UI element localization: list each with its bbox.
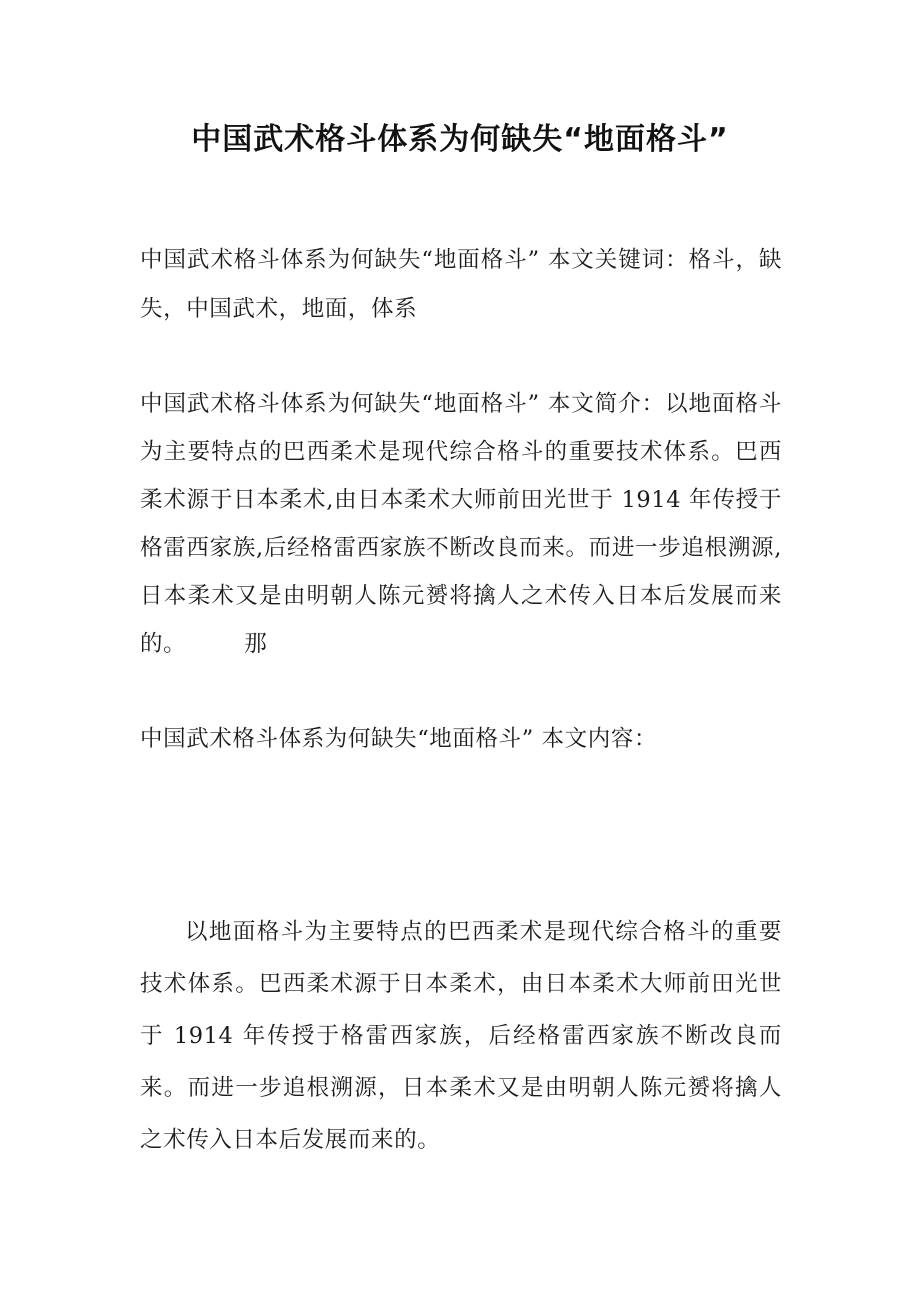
keywords-text: 中国武术格斗体系为何缺失“地面格斗” 本文关键词：格斗，缺失，中国武术，地面，体系 <box>140 247 782 322</box>
content-label-text: 中国武术格斗体系为何缺失“地面格斗” 本文内容： <box>140 726 658 752</box>
summary-text: 中国武术格斗体系为何缺失“地面格斗” 本文简介：以地面格斗为主要特点的巴西柔术是现代综合格斗的重要技术体系。巴西柔术源于日本柔术,由日本柔术大师前田光世于 1914 年传授于格雷西家族,后经格雷西家族不断改良而来。而进一步追根溯源,日本柔术又是由明朝人陈元赟将擒人之术传入日本后发展而来的。 <box>140 391 782 657</box>
keywords-paragraph <box>140 236 782 334</box>
page-title: 中国武术格斗体系为何缺失“地面格斗” <box>191 122 729 157</box>
body-paragraph <box>140 906 782 1166</box>
summary-trailing-text: 那 <box>244 631 268 657</box>
content-label-paragraph <box>140 716 782 762</box>
body-text: 以地面格斗为主要特点的巴西柔术是现代综合格斗的重要技术体系。巴西柔术源于日本柔术，由日本柔术大师前田光世于 1914 年传授于格雷西家族，后经格雷西家族不断改良而来。而进一步追根溯源，日本柔术又是由明朝人陈元赟将擒人之术传入日本后发展而来的。 <box>140 919 782 1153</box>
summary-paragraph <box>140 380 782 668</box>
